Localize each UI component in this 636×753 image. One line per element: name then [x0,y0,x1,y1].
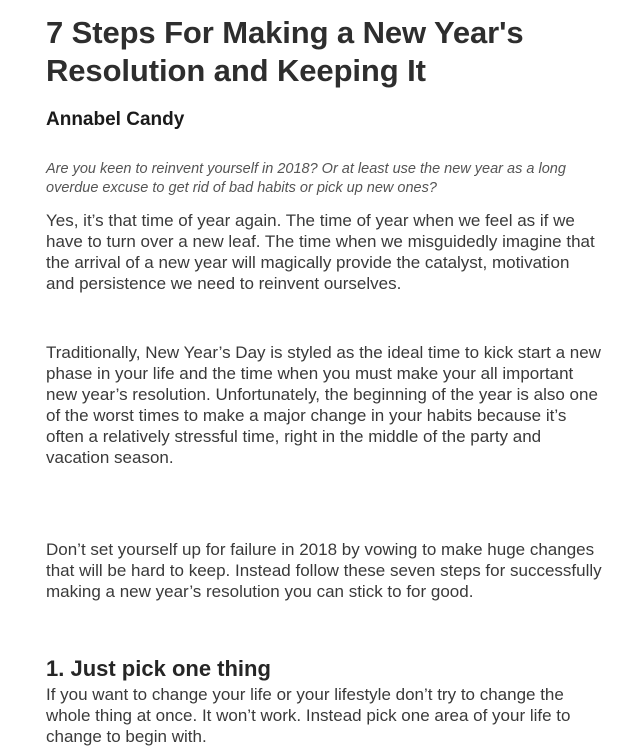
section-heading: 1. Just pick one thing [46,656,271,681]
article-title: 7 Steps For Making a New Year's Resolution and Keeping It [46,15,524,88]
article-author: Annabel Candy [46,109,185,130]
article-paragraph: Traditionally, New Year’s Day is styled as the ideal time to kick start a new phase in your life and the time when you must make your all important new year’s resolution. Unfortunately, the beginning of the year is also one of the worst times to make a major change in your habits because it’s often a relatively stressful time, right in the middle of the party and vacation season. [46,343,601,467]
section-body: If you want to change your life or your lifestyle don’t try to change the whole thing at once. It won’t work. Instead pick one area of your life to change to begin with. [46,685,571,746]
article-paragraph: Don’t set yourself up for failure in 2018 by vowing to make huge changes that will be hard to keep. Instead follow these seven steps for successfully making a new year’s resolution you can stick to for good. [46,540,602,601]
article-paragraph: Yes, it’s that time of year again. The time of year when we feel as if we have to turn over a new leaf. The time when we misguidedly imagine that the arrival of a new year will magically provide the catalyst, motivation and persistence we need to reinvent ourselves. [46,211,595,293]
article-intro: Are you keen to reinvent yourself in 2018? Or at least use the new year as a long overdue excuse to get rid of bad habits or pick up new ones? [46,161,566,196]
